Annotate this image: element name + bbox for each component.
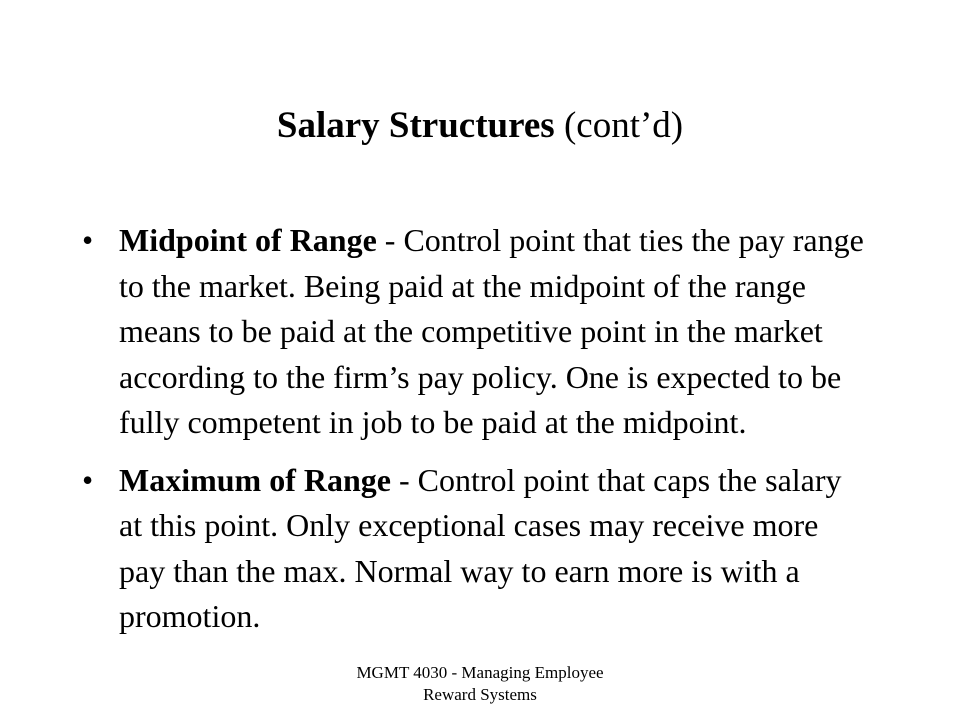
bullet-item-midpoint [82,218,872,446]
slide-title [0,100,960,152]
bullet-text: - Control point that ties the pay range to the market. Being paid at the midpoint of the range means to be paid at the competitive point in the market according to the firm’s pay policy. One is expected to be fully competent in job to be paid at the midpoint. [119,222,864,440]
bullet-term: Midpoint of Range [119,222,377,258]
slide-title-suffix: (cont’d) [554,105,684,146]
slide-footer [330,662,630,706]
slide-title-main: Salary Structures [276,105,555,146]
bullet-dot-icon: • [82,222,94,258]
footer-course-line: MGMT 4030 - Managing Employee [356,663,604,682]
bullet-item-maximum [82,458,872,640]
bullet-list [82,218,872,640]
footer-subtitle-line: Reward Systems [423,685,537,704]
bullet-text: - Control point that caps the salary at this point. Only exceptional cases may receive more pay than the max. Normal way to earn more is with a promotion. [119,461,842,634]
bullet-dot-icon: • [82,461,94,498]
bullet-term: Maximum of Range [119,461,391,498]
